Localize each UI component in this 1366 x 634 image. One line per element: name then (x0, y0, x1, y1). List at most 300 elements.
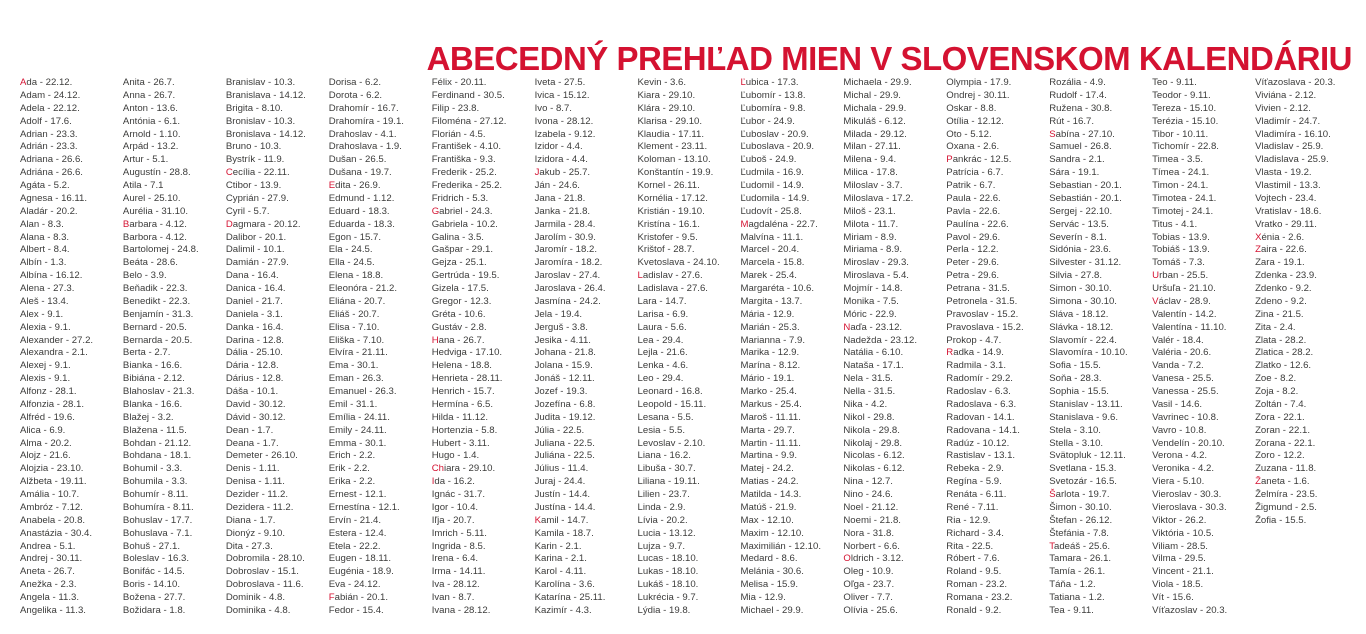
name-date: - 25.9. (1293, 141, 1324, 153)
name-entry (1152, 463, 1255, 476)
name-date: - 11.7. (868, 218, 899, 230)
name-entry (432, 206, 535, 219)
name-entry (226, 154, 329, 167)
name-text: Timea (1152, 154, 1179, 166)
name-date: - 9.2. (1282, 295, 1307, 307)
name-date: - 4.11. (561, 334, 591, 346)
name-text: Ružena (1049, 102, 1083, 114)
name-text: Viktor (1152, 514, 1177, 526)
name-text: Lara (637, 295, 657, 307)
name-text: Maxim (740, 527, 769, 539)
name-entry (432, 463, 535, 476)
name-entry (20, 592, 123, 605)
name-entry (226, 180, 329, 193)
name-entry (20, 116, 123, 129)
name-date: - 6.2. (356, 77, 382, 88)
name-text: Laura (637, 321, 663, 333)
name-text: Slavomíra (1049, 347, 1093, 359)
name-entry (123, 257, 226, 270)
name-column (329, 77, 432, 618)
name-text: Libuša (637, 463, 666, 475)
name-entry (123, 244, 226, 257)
name-text: Mária (740, 308, 765, 320)
name-entry (1255, 116, 1358, 129)
name-text: Egon (328, 231, 352, 243)
name-text: Bruno (225, 141, 252, 153)
name-date: - 9.1. (46, 321, 71, 333)
name-entry (1255, 463, 1358, 476)
name-date: - 23.7. (864, 579, 895, 591)
name-date: - 17.3. (768, 77, 799, 88)
name-entry (535, 257, 638, 270)
name-date: - 31.12. (1086, 257, 1122, 269)
name-date: - 11.1. (774, 231, 804, 243)
name-text: Július (534, 463, 560, 475)
name-date: - 24.9. (765, 115, 795, 127)
name-date: - 2.8. (462, 321, 487, 333)
name-entry (740, 335, 843, 348)
name-entry (740, 116, 843, 129)
name-entry (946, 347, 1049, 360)
name-date: - 10.8. (1176, 424, 1207, 436)
name-text: Pavla (946, 205, 971, 217)
name-entry (1049, 257, 1152, 270)
name-date: - 15.8. (774, 257, 805, 269)
name-entry (946, 180, 1049, 193)
name-text: Dávid (225, 411, 251, 423)
name-date: - 2.6. (1279, 231, 1305, 243)
name-date: - 19.1. (764, 373, 795, 385)
name-entry (329, 502, 432, 515)
name-date: - 1.12. (364, 192, 395, 204)
name-text: Michaela (843, 77, 882, 88)
name-entry (1255, 322, 1358, 335)
name-date: - 22.3. (157, 283, 188, 294)
name-date: - 28.1. (46, 386, 77, 397)
name-date: - 10.5. (1183, 527, 1214, 539)
name-date: - 17.6. (41, 115, 72, 127)
name-text: Sabína (1049, 128, 1080, 140)
name-entry (638, 103, 741, 116)
name-entry (638, 116, 741, 129)
name-date: - 10.10. (1092, 347, 1128, 359)
name-entry (1255, 347, 1358, 360)
name-entry (843, 605, 946, 618)
name-entry (329, 412, 432, 425)
name-date: - 30.10. (1076, 283, 1112, 294)
name-date: - 9.1. (45, 373, 71, 385)
name-date: - 2.12. (1281, 102, 1311, 114)
name-entry (843, 244, 946, 257)
name-entry (843, 399, 946, 412)
name-entry (946, 206, 1049, 219)
name-text: Agnesa (20, 192, 53, 204)
name-date: - 25.6. (1080, 540, 1111, 552)
name-date: - 14.9. (974, 347, 1004, 359)
name-date: - 30.8. (1082, 102, 1113, 114)
name-text: Hedviga (431, 347, 467, 359)
name-text: Jozef (534, 386, 558, 397)
name-text: Romana (946, 592, 983, 603)
name-entry (123, 566, 226, 579)
name-text: Alojzia (20, 463, 49, 475)
name-date: - 7.4. (1281, 398, 1307, 410)
name-entry (843, 283, 946, 296)
name-text: Justína (534, 501, 566, 513)
name-date: - 21.7. (253, 295, 283, 307)
name-entry (123, 450, 226, 463)
name-date: - 2.4. (1271, 321, 1296, 333)
name-text: Arpád (122, 141, 149, 153)
name-date: - 20.1. (256, 231, 287, 243)
name-date: - 20.7. (444, 514, 475, 526)
name-entry (638, 347, 741, 360)
name-column (1255, 77, 1358, 618)
name-date: - 14.1. (990, 424, 1020, 436)
name-entry (432, 283, 535, 296)
name-text: Vanesa (1152, 373, 1184, 385)
name-date: - 24.3. (462, 205, 493, 217)
red-section-initial: D (225, 218, 233, 230)
name-entry (1049, 335, 1152, 348)
name-date: - 11.3. (49, 592, 80, 603)
name-date: - 11.8. (1287, 463, 1317, 475)
name-date: - 6.10. (873, 347, 904, 359)
name-date: - 23.11. (672, 141, 708, 153)
name-entry (329, 528, 432, 541)
name-entry (535, 528, 638, 541)
name-text: Martin (740, 437, 768, 449)
name-text: Kristián (637, 205, 670, 217)
name-date: - 27.12. (471, 115, 507, 127)
name-date: - 22.12. (37, 77, 73, 88)
name-columns (20, 77, 1358, 618)
name-text: Alma (20, 437, 42, 449)
name-text: Jerguš (534, 321, 564, 333)
name-entry (535, 270, 638, 283)
name-entry (1255, 77, 1358, 90)
name-entry (1049, 244, 1152, 257)
name-date: - 5.5. (660, 424, 685, 436)
name-entry (329, 232, 432, 245)
name-entry (20, 103, 123, 116)
name-entry (946, 450, 1049, 463)
name-date: - 9.1. (46, 360, 71, 372)
name-date: - 23.10. (48, 463, 84, 475)
name-text: Klára (637, 102, 660, 114)
name-text: Arnold (122, 128, 151, 140)
name-entry (946, 528, 1049, 541)
name-text: Tereza (1152, 102, 1181, 114)
name-text: Karin (534, 540, 558, 552)
name-entry (740, 257, 843, 270)
name-entry (1152, 257, 1255, 270)
name-date: - 10.1. (248, 386, 279, 397)
name-text: Verona (1152, 450, 1183, 462)
name-text: Lukáš (637, 579, 664, 591)
name-date: - 15.11. (671, 398, 707, 410)
name-entry (1049, 360, 1152, 373)
name-text: Jonáš (534, 373, 561, 385)
name-entry (20, 206, 123, 219)
name-entry (638, 399, 741, 412)
name-text: Marek (740, 270, 768, 282)
name-entry (946, 296, 1049, 309)
name-text: Radovana (946, 424, 991, 436)
name-entry (1049, 450, 1152, 463)
name-entry (1152, 219, 1255, 232)
name-entry (1152, 489, 1255, 502)
name-date: - 26.1. (1081, 553, 1112, 565)
name-text: Regína (946, 476, 978, 488)
name-text: Nina (843, 476, 864, 488)
name-entry (1152, 322, 1255, 335)
name-entry (535, 489, 638, 502)
name-entry (1152, 528, 1255, 541)
name-entry (20, 515, 123, 528)
name-entry (946, 541, 1049, 554)
name-text: Larisa (637, 308, 664, 320)
name-date: - 30.3. (1196, 501, 1227, 513)
name-date: - 6.4. (453, 553, 479, 565)
name-text: René (946, 501, 970, 513)
name-date: - 6.8. (570, 398, 596, 410)
name-date: - 22.12. (44, 102, 80, 114)
name-date: - 8.6. (772, 553, 798, 565)
name-entry (843, 296, 946, 309)
name-text: Marcel (740, 244, 770, 256)
name-text: Zdenko (1255, 283, 1288, 294)
name-date: - 28.6. (148, 257, 178, 269)
name-text: Ľubomír (740, 89, 776, 101)
name-text: Kristína (637, 218, 671, 230)
name-text: Ella (328, 257, 345, 269)
name-text: Olívia (843, 604, 868, 616)
name-text: Chiara (431, 463, 460, 475)
name-text: Alana (20, 231, 45, 243)
name-text: Samuel (1049, 141, 1082, 153)
name-date: - 30.11. (975, 89, 1010, 101)
name-text: Vavrinec (1152, 411, 1189, 423)
name-date: - 7.9. (780, 334, 805, 346)
name-text: Radovan (946, 411, 985, 423)
name-entry (329, 360, 432, 373)
name-text: Darina (225, 334, 255, 346)
name-text: Eliška (328, 334, 355, 346)
name-entry (1152, 373, 1255, 386)
name-entry (1255, 141, 1358, 154)
name-date: - 4.3. (567, 604, 592, 616)
name-text: Frederik (431, 167, 467, 179)
name-date: - 17.10. (466, 347, 503, 359)
name-date: - 12.8. (254, 334, 284, 346)
name-date: - 22.6. (978, 218, 1009, 230)
page-title: ABECEDNÝ PREHĽAD MIEN V SLOVENSKOM KALENDÁRIU (426, 40, 1352, 77)
name-entry (843, 335, 946, 348)
name-date: - 13.9. (1179, 231, 1210, 243)
name-date: - 22.7. (787, 218, 818, 230)
name-entry (1049, 566, 1152, 579)
name-date: - 18.11. (356, 553, 392, 565)
name-text: Bohumil (122, 463, 158, 475)
name-date: - 24.1. (1186, 192, 1217, 204)
name-entry (1255, 283, 1358, 296)
name-text: Viviána (1255, 89, 1287, 101)
name-date: - 18.6. (1291, 205, 1322, 217)
name-entry (226, 283, 329, 296)
name-entry (535, 553, 638, 566)
name-text: Zita (1255, 321, 1272, 333)
name-text: Viktória (1152, 527, 1184, 539)
name-entry (226, 103, 329, 116)
name-date: - 18.2. (567, 244, 597, 256)
name-entry (638, 154, 741, 167)
name-date: - 12.11. (1091, 450, 1126, 462)
name-entry (1152, 605, 1255, 618)
name-text: Lýdia (637, 604, 661, 616)
name-date: - 4.1. (1172, 218, 1198, 230)
name-date: - 24.4. (555, 476, 586, 488)
name-entry (638, 605, 741, 618)
name-text: Nella (843, 386, 866, 397)
name-date: - 3.6. (661, 77, 687, 88)
name-entry (20, 438, 123, 451)
name-text: Ľudmila (740, 167, 775, 179)
name-date: - 26.11. (665, 180, 700, 191)
name-text: Lilien (637, 489, 660, 500)
name-date: - 26.3. (366, 386, 397, 397)
name-date: - 22.5. (565, 437, 595, 449)
name-entry (1049, 553, 1152, 566)
name-text: Zlatica (1255, 347, 1284, 359)
name-text: Antónia (122, 115, 156, 127)
name-entry (329, 322, 432, 335)
name-text: Sofia (1049, 360, 1072, 372)
name-entry (123, 592, 226, 605)
name-date: - 30.5. (474, 89, 505, 101)
name-entry (329, 257, 432, 270)
name-entry (329, 244, 432, 257)
red-section-initial: Š (1049, 489, 1056, 500)
name-text: Irena (431, 553, 454, 565)
name-text: Margaréta (740, 283, 785, 294)
name-date: - 8.3. (39, 218, 64, 230)
name-text: Iva (431, 579, 445, 591)
name-text: Kamila (534, 527, 564, 539)
name-date: - 12.11. (560, 373, 595, 385)
name-entry (1152, 386, 1255, 399)
name-entry (1255, 412, 1358, 425)
name-entry (432, 347, 535, 360)
name-date: - 2.1. (63, 347, 88, 359)
name-entry (638, 579, 741, 592)
name-entry (843, 129, 946, 142)
name-date: - 19.6. (45, 411, 75, 423)
name-entry (638, 270, 741, 283)
name-text: Ambróz (20, 501, 54, 513)
name-date: - 20.6. (1181, 347, 1212, 359)
name-entry (638, 141, 741, 154)
name-text: Jakub (534, 167, 561, 179)
name-entry (123, 206, 226, 219)
name-entry (432, 116, 535, 129)
name-entry (432, 528, 535, 541)
name-entry (638, 193, 741, 206)
name-text: Tadeáš (1049, 540, 1081, 552)
name-entry (740, 438, 843, 451)
name-entry (740, 77, 843, 90)
name-text: David (225, 398, 251, 410)
name-date: - 16.4. (255, 283, 286, 294)
name-text: Naďa (843, 321, 867, 333)
name-text: Nikol (843, 411, 865, 423)
name-entry (1255, 309, 1358, 322)
name-text: Žaneta (1255, 476, 1285, 488)
name-entry (329, 347, 432, 360)
name-entry (946, 476, 1049, 489)
name-entry (638, 541, 741, 554)
name-entry (123, 296, 226, 309)
name-date: - 2.12. (1286, 89, 1317, 101)
name-entry (1152, 553, 1255, 566)
name-entry (226, 399, 329, 412)
name-date: - 20.1. (1091, 180, 1122, 191)
name-text: Alfréd (20, 411, 46, 423)
name-entry (329, 553, 432, 566)
name-date: - 25.1. (456, 257, 487, 269)
name-date: - 14.6. (1172, 398, 1203, 410)
name-date: - 16.12. (47, 270, 83, 282)
name-date: - 3.12. (873, 553, 904, 565)
name-entry (1152, 438, 1255, 451)
name-text: Zora (1255, 411, 1275, 423)
name-entry (226, 347, 329, 360)
name-text: Eugénia (328, 566, 364, 578)
name-entry (432, 219, 535, 232)
red-section-initial: C (225, 167, 233, 179)
name-entry (1255, 244, 1358, 257)
name-text: Jaromír (534, 244, 568, 256)
name-text: Paulína (946, 218, 979, 230)
name-entry (329, 579, 432, 592)
name-text: Oleg (843, 566, 864, 578)
name-text: Augustín (122, 167, 161, 179)
name-entry (946, 129, 1049, 142)
name-date: - 25.9. (1298, 154, 1329, 166)
name-entry (329, 399, 432, 412)
name-text: Radomír (946, 373, 984, 385)
name-date: - 5.1. (143, 154, 169, 166)
name-text: Karina (534, 553, 563, 565)
name-entry (843, 141, 946, 154)
name-text: Drahomír (328, 102, 369, 114)
name-entry (226, 309, 329, 322)
name-date: - 17.5. (458, 283, 489, 294)
name-text: Svetlana (1049, 463, 1087, 475)
name-entry (843, 438, 946, 451)
name-entry (1152, 206, 1255, 219)
name-text: Jana (534, 192, 556, 204)
name-text: Klement (637, 141, 673, 153)
name-entry (843, 476, 946, 489)
name-date: - 22.6. (970, 205, 1001, 217)
name-date: - 14.7. (656, 295, 687, 307)
name-text: Eva (328, 579, 346, 591)
name-date: - 6.12. (875, 115, 906, 127)
name-text: Valér (1152, 334, 1174, 346)
name-text: Max (740, 514, 759, 526)
name-text: Kornel (637, 180, 666, 191)
